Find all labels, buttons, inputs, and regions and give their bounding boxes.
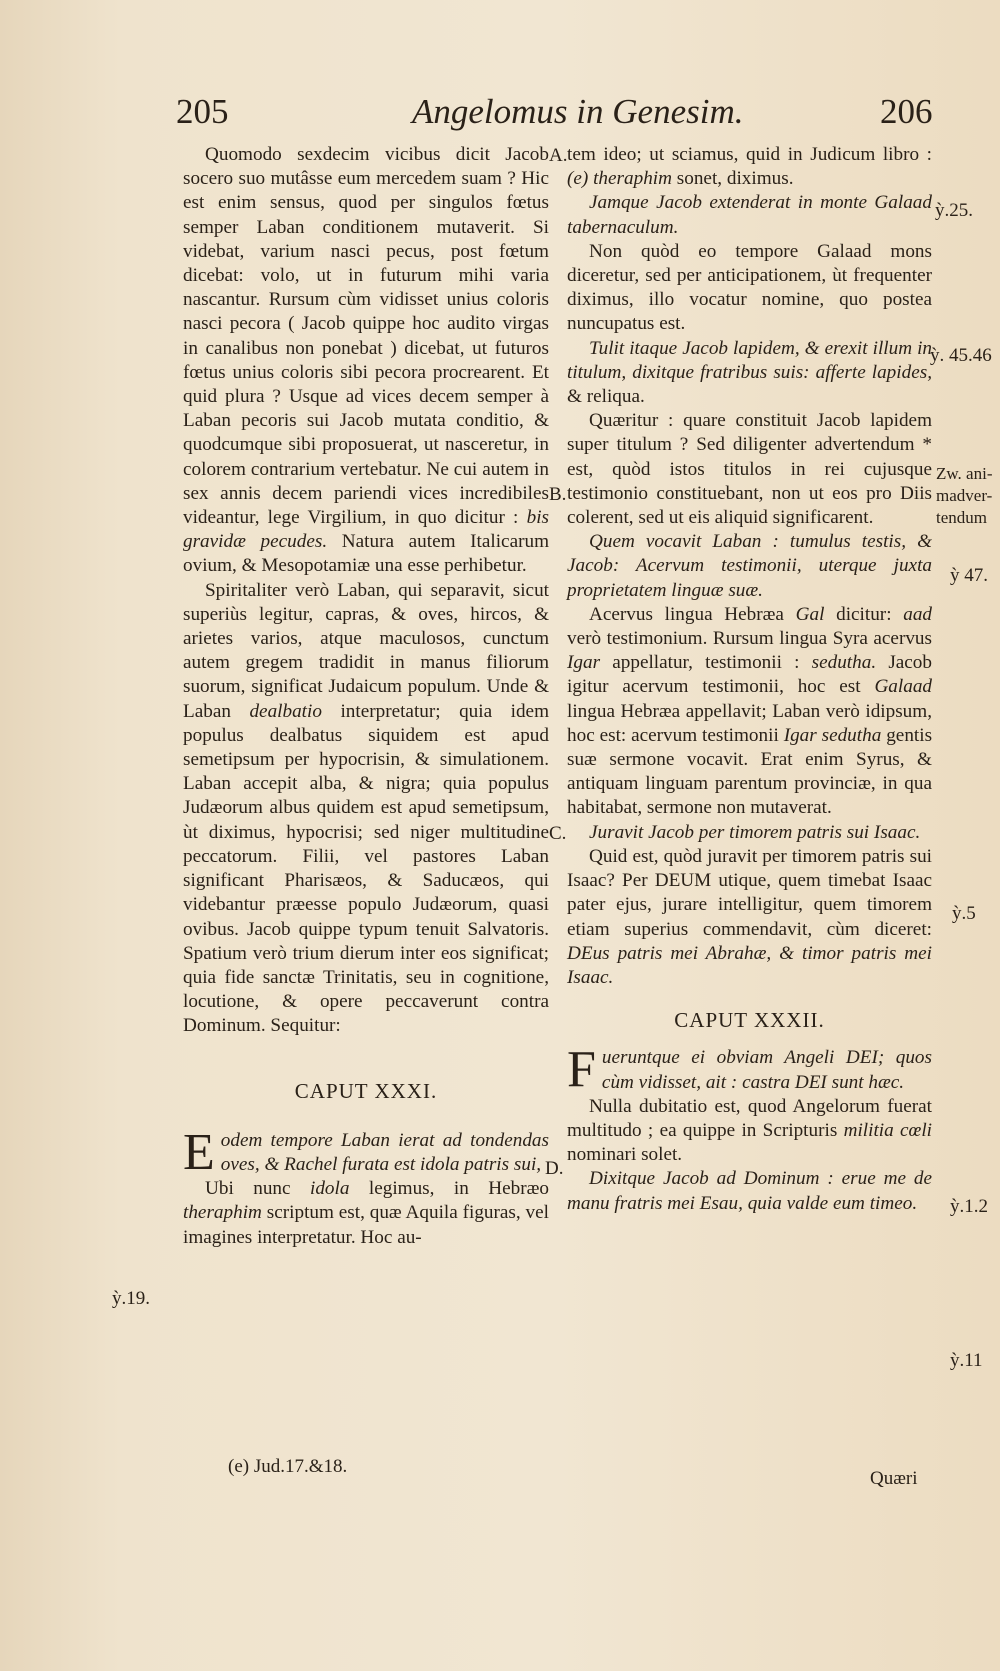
chapter-lemma: Fueruntque ei obviam Angeli DEI; quos cùm vidisset, ait : castra DEI sunt hæc. — [567, 1041, 932, 1099]
chapter-heading: CAPUT XXXI. — [294, 1078, 438, 1103]
verse-marker: ỳ.5 — [952, 903, 976, 924]
paragraph: Non quòd eo tempore Galaad mons diceretur, sed per anticipationem, ùt frequenter diximus, illo vocatur nomine, quo postea nuncupatus est. — [567, 240, 932, 335]
chapter-lemma: Eodem tempore Laban ierat ad tondendas oves, & Rachel furata est idola patris sui, — [183, 1123, 549, 1181]
paragraph: Quid est, quòd juravit per timorem patris sui Isaac? Per DEUM utique, quem timebat Isaac pater ejus, jurare intelligitur, quem timorem etiam superius commendavit, cùm diceret: DEus patris mei Abrahæ, & timor patris mei Isaac. — [567, 845, 932, 988]
section-mark-c: C. — [549, 823, 567, 844]
scripture-lemma: Quem vocavit Laban : tumulus testis, & Jacob: Acervum testimonii, uterque juxta proprietatem linguæ suæ. — [567, 531, 932, 601]
paragraph: Nulla dubitatio est, quod Angelorum fuerat multitudo ; ea quippe in Scripturis militia cœli nominari solet. — [567, 1095, 932, 1166]
paragraph: Spiritaliter verò Laban, qui separavit, sicut superiùs legitur, capras, & oves, hircos, & arietes varios, atque maculosos, cunctum autem gregem tradidit in manus filiorum suorum, significat Judaicum populum. Unde & Laban dealbatio interpretatur; quia idem populus dealbatus siquidem est apud semetipsum per hypocrisin, & simulationem. Laban accepit alba, & nigra; quia populus Judæorum albus quidem est apud semetipsum, ùt diximus, hypocrisi; sed niger multitudine peccatorum. Filii, vel pastores Laban significant Pharisæos, & Saducæos, qui videbantur præesse populo Judæorum, quasi ovibus. Jacob quippe typum tenuit Salvatoris. Spatium verò trium dierum inter eos significat; quia fide sanctæ Trinitatis, seu in cognitione, locutione, & opere peccaverunt contra Dominum. Sequitur: — [183, 579, 549, 1037]
paragraph: Ubi nunc idola legimus, in Hebræo theraphim scriptum est, quæ Aquila figuras, vel imagines interpretatur. Hoc au- — [183, 1178, 550, 1248]
verse-marker: ỳ.11 — [950, 1350, 983, 1371]
scripture-lemma: Tulit itaque Jacob lapidem, & erexit illum in titulum, dixitque fratribus suis: afferte lapides, & reliqua. — [567, 337, 932, 408]
drop-cap: F — [567, 1041, 596, 1099]
drop-cap: E — [183, 1123, 215, 1181]
verse-marker: ỳ 47. — [950, 565, 988, 586]
verse-marker: ỳ.25. — [935, 200, 973, 221]
page-number-right: 206 — [880, 92, 933, 131]
section-mark-b: B. — [549, 484, 567, 505]
verse-marker: ỳ.1.2 — [950, 1196, 988, 1217]
scripture-lemma: Jamque Jacob extenderat in monte Galaad tabernaculum. — [567, 192, 932, 238]
scripture-lemma: Juravit Jacob per timorem patris sui Isaac. — [589, 821, 921, 843]
catchword: Quæri — [870, 1468, 918, 1489]
footnote: (e) Jud.17.&18. — [228, 1456, 348, 1477]
right-column — [567, 143, 932, 1216]
page-number-left: 205 — [176, 92, 229, 131]
verse-marker: ỳ.19. — [112, 1288, 150, 1309]
paragraph: tem ideo; ut sciamus, quid in Judicum libro : (e) theraphim sonet, diximus. — [567, 144, 932, 190]
page-header — [0, 92, 1000, 142]
left-column — [183, 143, 549, 1250]
paragraph: Acervus lingua Hebræa Gal dicitur: aad verò testimonium. Rursum lingua Syra acervus Igar appellatur, testimonii : sedutha. Jacob igitur acervum testimonii, hoc est Galaad lingua Hebræa appellavit; Laban verò idipsum, hoc est: acervum testimonii Igar sedutha gentis suæ sermone vocavit. Erat enim Syrus, & antiquam linguam parentum provinciæ, in qua habitabat, sermone non mutaverat. — [567, 603, 933, 819]
chapter-heading: CAPUT XXXII. — [674, 1008, 825, 1033]
marginal-note: Zw. ani- madver- tendum — [936, 464, 993, 527]
section-mark-d: D. — [545, 1158, 564, 1179]
paragraph: Quæritur : quare constituit Jacob lapidem super titulum ? Sed diligenter advertendum * est, quòd istos titulos in rei cujusque testimonio constituebant, non ut eos pro Diis colerent, sed ut eis aliquid significarent. — [567, 410, 932, 529]
running-title: Angelomus in Genesim. — [412, 92, 744, 131]
section-mark-a: A. — [549, 145, 568, 166]
verse-marker: ỳ. 45.46 — [930, 345, 992, 366]
paragraph: Quomodo sexdecim vicibus dicit Jacob socero suo mutâsse eum mercedem suam ? Hic est enim sensus, quod per singulos fœtus semper Laban conditionem mutaverit. Si videbat, varium nasci pecus, post fœtum dicebat: volo, ut in futurum mihi varia nascantur. Rursum cùm vidisset unius coloris nasci pecora ( Jacob quippe hoc audito virgas in canalibus non ponebat ) dicebat, ut futuros fœtus unius coloris sibi pecora procrearent. Et quid plura ? Usque ad vices decem semper à Laban pecoris sui Jacob mutata conditio, & quodcumque sibi proposuerat, ut nasceretur, in colorem contrarium vertebatur. Ne cui autem in sex annis decem pariendi vices incredibiles videantur, lege Virgilium, in quo dicitur : bis gravidæ pecudes. Natura autem Italicarum ovium, & Mesopotamiæ una esse perhibetur. — [183, 144, 550, 577]
scripture-lemma: Dixitque Jacob ad Dominum : erue me de manu fratris mei Esau, quia valde eum timeo. — [567, 1168, 932, 1214]
